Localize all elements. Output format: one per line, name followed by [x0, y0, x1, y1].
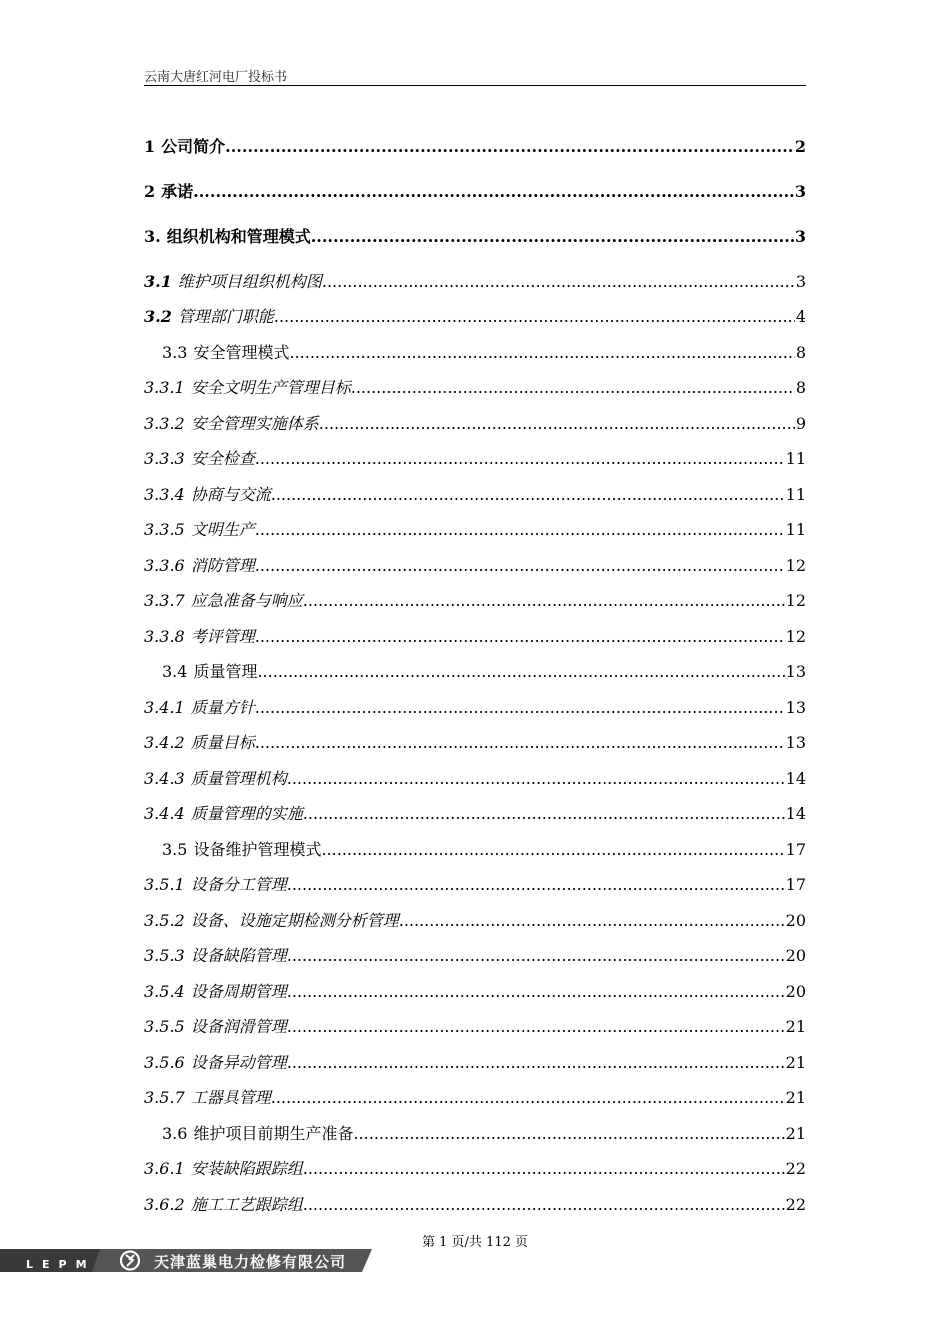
header-title: 云南大唐红河电厂投标书	[144, 70, 288, 85]
toc-dot-leader	[255, 696, 785, 720]
toc-entry-number: 3.6	[162, 1124, 188, 1143]
toc-entry-number: 3.4	[162, 662, 188, 681]
toc-entry-number: 3.3.2	[144, 414, 185, 433]
toc-entry-page: 13	[785, 662, 806, 681]
toc-entry-page: 4	[795, 307, 806, 326]
toc-entry-title: 设备异动管理	[190, 1053, 287, 1072]
toc-entry[interactable]	[144, 1122, 806, 1146]
toc-entry-page: 22	[785, 1195, 806, 1214]
toc-entry-number: 3.3.8	[144, 627, 185, 646]
toc-entry-title: 设备维护管理模式	[193, 840, 322, 859]
toc-dot-leader	[287, 1015, 785, 1039]
toc-dot-leader	[287, 767, 785, 791]
toc-dot-leader	[255, 447, 785, 471]
toc-entry-title: 安装缺陷跟踪组	[190, 1159, 303, 1178]
toc-dot-leader	[271, 483, 785, 507]
toc-entry-number: 3.	[144, 227, 161, 246]
toc-entry-title: 管理部门职能	[177, 307, 274, 326]
toc-entry-page: 13	[785, 698, 806, 717]
toc-dot-leader	[303, 802, 785, 826]
toc-entry-number: 3.3.5	[144, 520, 185, 539]
toc-entry[interactable]	[144, 180, 806, 204]
toc-dot-leader	[399, 909, 785, 933]
toc-entry-page: 14	[785, 769, 806, 788]
toc-entry[interactable]	[144, 660, 806, 684]
toc-entry[interactable]	[144, 1157, 806, 1181]
toc-entry-title: 安全文明生产管理目标	[190, 378, 351, 397]
toc-entry-title: 应急准备与响应	[190, 591, 303, 610]
toc-dot-leader	[353, 1122, 784, 1146]
toc-entry-number: 3.3.7	[144, 591, 185, 610]
toc-dot-leader	[351, 376, 795, 400]
toc-entry-page: 21	[785, 1017, 806, 1036]
toc-entry-number: 3.3.6	[144, 556, 185, 575]
toc-dot-leader	[225, 135, 794, 159]
toc-entry-page: 22	[785, 1159, 806, 1178]
toc-entry-title: 设备、设施定期检测分析管理	[190, 911, 399, 930]
company-banner-graphic	[0, 1246, 380, 1274]
toc-dot-leader	[271, 1086, 785, 1110]
toc-dot-leader	[322, 270, 795, 294]
toc-entry-number: 3.5.6	[144, 1053, 185, 1072]
toc-dot-leader	[274, 305, 795, 329]
toc-entry-number: 3.3.1	[144, 378, 185, 397]
toc-entry-page: 21	[785, 1088, 806, 1107]
toc-entry[interactable]	[144, 909, 806, 933]
toc-entry[interactable]	[144, 696, 806, 720]
toc-entry-title: 质量方针	[190, 698, 255, 717]
toc-dot-leader	[255, 625, 785, 649]
toc-entry-title: 协商与交流	[190, 485, 271, 504]
toc-entry-page: 8	[795, 378, 806, 397]
toc-entry-page: 12	[785, 591, 806, 610]
toc-dot-leader	[303, 1193, 785, 1217]
toc-entry-title: 维护项目前期生产准备	[193, 1124, 354, 1143]
toc-entry-number: 3.5.5	[144, 1017, 185, 1036]
toc-entry[interactable]	[144, 483, 806, 507]
toc-entry-number: 3.4.4	[144, 804, 185, 823]
toc-entry-title: 质量管理机构	[190, 769, 287, 788]
toc-entry-page: 11	[785, 449, 806, 468]
toc-entry-page: 20	[785, 982, 806, 1001]
toc-dot-leader	[287, 1051, 785, 1075]
toc-entry-page: 13	[785, 733, 806, 752]
toc-entry[interactable]	[144, 944, 806, 968]
toc-entry-number: 3.1	[144, 272, 172, 291]
toc-entry-page: 3	[794, 227, 806, 246]
toc-entry-title: 安全管理模式	[193, 343, 290, 362]
toc-dot-leader	[287, 944, 785, 968]
toc-entry-title: 质量管理	[193, 662, 258, 681]
toc-entry[interactable]	[144, 1051, 806, 1075]
toc-entry-number: 3.5.3	[144, 946, 185, 965]
toc-entry[interactable]	[144, 589, 806, 613]
toc-entry-number: 3.5.7	[144, 1088, 185, 1107]
toc-entry-title: 设备润滑管理	[190, 1017, 287, 1036]
toc-entry-page: 21	[785, 1124, 806, 1143]
toc-entry[interactable]	[144, 135, 806, 159]
page-number: 第 1 页/共 112 页	[422, 1235, 528, 1250]
toc-entry[interactable]	[144, 1086, 806, 1110]
toc-dot-leader	[287, 980, 785, 1004]
toc-entry[interactable]	[144, 802, 806, 826]
toc-entry-number: 3.6.2	[144, 1195, 185, 1214]
toc-entry-page: 20	[785, 946, 806, 965]
toc-entry-page: 21	[785, 1053, 806, 1072]
toc-entry-number: 2	[144, 182, 156, 201]
toc-entry-page: 11	[785, 485, 806, 504]
toc-entry-title: 考评管理	[190, 627, 255, 646]
toc-entry-title: 文明生产	[190, 520, 255, 539]
toc-entry-title: 维护项目组织机构图	[177, 272, 322, 291]
toc-entry-number: 3.6.1	[144, 1159, 185, 1178]
toc-entry-number: 3.4.1	[144, 698, 185, 717]
toc-entry-number: 3.3.4	[144, 485, 185, 504]
toc-entry[interactable]	[144, 731, 806, 755]
toc-entry-title: 质量管理的实施	[190, 804, 303, 823]
toc-entry-number: 3.3.3	[144, 449, 185, 468]
toc-entry-title: 工器具管理	[190, 1088, 271, 1107]
toc-entry-number: 3.2	[144, 307, 172, 326]
toc-entry-page: 11	[785, 520, 806, 539]
toc-dot-leader	[255, 554, 785, 578]
toc-entry-title: 安全检查	[190, 449, 255, 468]
toc-dot-leader	[255, 518, 785, 542]
company-banner	[0, 1246, 380, 1274]
toc-dot-leader	[319, 412, 795, 436]
toc-entry-number: 3.4.2	[144, 733, 185, 752]
toc-entry[interactable]	[144, 1015, 806, 1039]
toc-entry[interactable]	[144, 980, 806, 1004]
header-divider	[144, 85, 806, 86]
toc-dot-leader	[303, 1157, 785, 1181]
toc-entry-number: 3.3	[162, 343, 188, 362]
toc-entry[interactable]	[144, 518, 806, 542]
toc-entry[interactable]	[144, 270, 806, 294]
toc-entry-title: 消防管理	[190, 556, 255, 575]
toc-entry-title: 安全管理实施体系	[190, 414, 319, 433]
toc-entry-title: 设备缺陷管理	[190, 946, 287, 965]
toc-entry-number: 3.5.4	[144, 982, 185, 1001]
toc-entry-title: 质量目标	[190, 733, 255, 752]
toc-entry-number: 3.4.3	[144, 769, 185, 788]
toc-entry-title: 公司简介	[161, 137, 226, 156]
toc-entry-number: 3.5.1	[144, 875, 185, 894]
toc-entry[interactable]	[144, 838, 806, 862]
toc-entry-title: 承诺	[161, 182, 194, 201]
toc-entry-number: 3.5	[162, 840, 188, 859]
toc-entry[interactable]	[144, 225, 806, 249]
logo-lepm-text: LEPM	[26, 1258, 96, 1271]
toc-dot-leader	[303, 589, 785, 613]
toc-entry-title: 设备周期管理	[190, 982, 287, 1001]
toc-entry[interactable]	[144, 1193, 806, 1217]
toc-entry-page: 3	[795, 272, 806, 291]
toc-entry[interactable]	[144, 873, 806, 897]
toc-entry-page: 14	[785, 804, 806, 823]
toc-entry[interactable]	[144, 305, 806, 329]
toc-entry-page: 12	[785, 556, 806, 575]
toc-dot-leader	[287, 873, 785, 897]
toc-entry-page: 17	[785, 875, 806, 894]
toc-entry[interactable]	[144, 447, 806, 471]
toc-dot-leader	[257, 660, 784, 684]
toc-dot-leader	[321, 838, 784, 862]
company-name: 天津蓝巢电力检修有限公司	[154, 1253, 347, 1271]
toc-entry-page: 8	[795, 343, 806, 362]
toc-entry[interactable]	[144, 376, 806, 400]
toc-dot-leader	[289, 341, 794, 365]
toc-entry-page: 17	[785, 840, 806, 859]
toc-entry-page: 12	[785, 627, 806, 646]
toc-entry-title: 设备分工管理	[190, 875, 287, 894]
toc-dot-leader	[193, 180, 794, 204]
toc-dot-leader	[311, 225, 794, 249]
toc-entry-number: 3.5.2	[144, 911, 185, 930]
toc-entry-title: 组织机构和管理模式	[166, 227, 311, 246]
toc-entry-title: 施工工艺跟踪组	[190, 1195, 303, 1214]
toc-entry[interactable]	[144, 767, 806, 791]
toc-entry[interactable]	[144, 341, 806, 365]
toc-entry-page: 9	[795, 414, 806, 433]
toc-entry[interactable]	[144, 625, 806, 649]
toc-entry-page: 2	[794, 137, 806, 156]
toc-entry[interactable]	[144, 554, 806, 578]
toc-entry-page: 3	[794, 182, 806, 201]
toc-entry-page: 20	[785, 911, 806, 930]
toc-entry-number: 1	[144, 137, 156, 156]
toc-entry[interactable]	[144, 412, 806, 436]
toc-dot-leader	[255, 731, 785, 755]
